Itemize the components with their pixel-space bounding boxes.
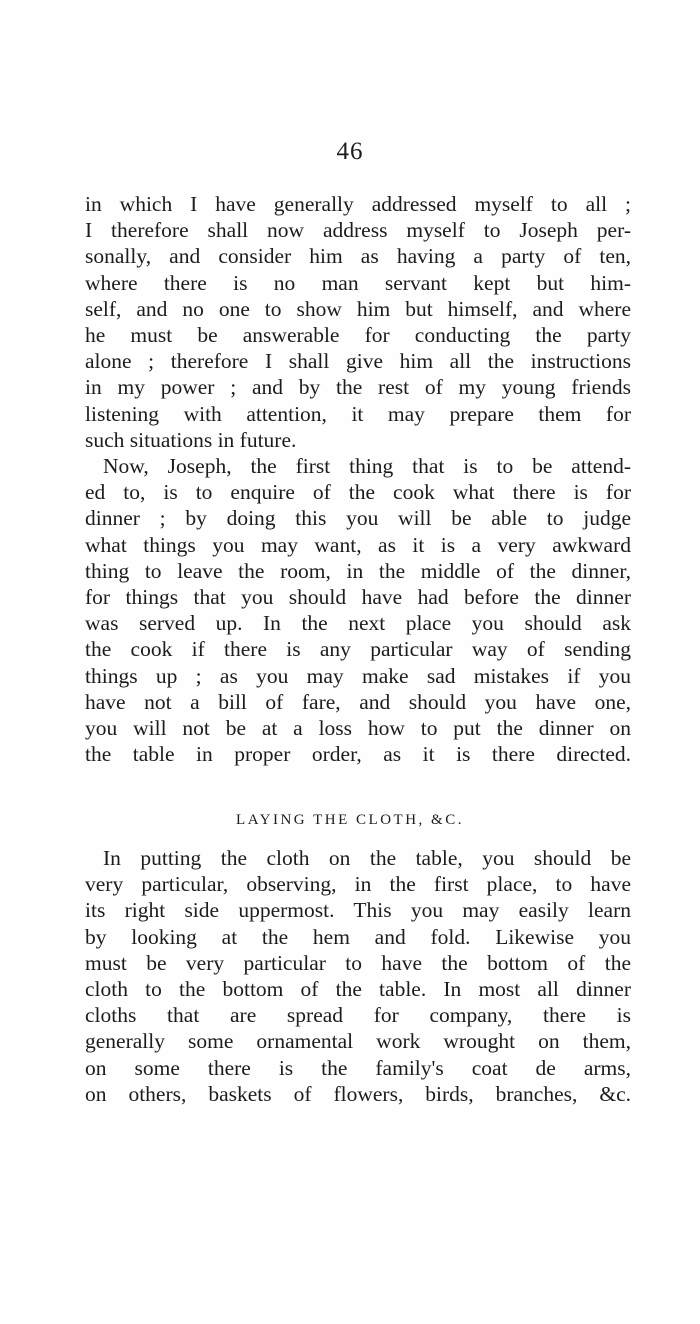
section-heading: LAYING THE CLOTH, &C.: [236, 812, 464, 828]
text-line: alone ; therefore I shall give him all the instructions: [85, 349, 631, 374]
text-line: dinner ; by doing this you will be able to judge: [85, 506, 631, 531]
text-line: on some there is the family's coat de arms,: [85, 1055, 631, 1080]
text-line: generally some ornamental work wrought on them,: [85, 1029, 631, 1054]
text-line: in which I have generally addressed myself to all ;: [85, 192, 631, 216]
paragraph-2: [85, 453, 631, 767]
text-line: self, and no one to show him but himself, and where: [85, 296, 631, 321]
text-line: you will not be at a loss how to put the dinner on: [85, 715, 631, 740]
text-line: have not a bill of fare, and should you have one,: [85, 689, 631, 714]
text-line: its right side uppermost. This you may easily learn: [85, 898, 631, 923]
text-line: by looking at the hem and fold. Likewise you: [85, 924, 631, 949]
text-line: where there is no man servant kept but him-: [85, 270, 631, 295]
text-line: must be very particular to have the bottom of the: [85, 950, 631, 975]
text-line: I therefore shall now address myself to Joseph per-: [85, 218, 631, 243]
text-line: ed to, is to enquire of the cook what there is for: [85, 480, 631, 505]
text-line: in my power ; and by the rest of my young friends: [85, 375, 631, 400]
paragraph-3: [85, 845, 631, 1107]
text-line: what things you may want, as it is a very awkward: [85, 532, 631, 557]
paragraph-1: [85, 191, 631, 453]
text-line: such situations in future.: [85, 427, 297, 452]
text-line: for things that you should have had before the dinner: [85, 584, 631, 609]
text-line: the cook if there is any particular way of sending: [85, 637, 631, 662]
text-line: In putting the cloth on the table, you should be: [103, 846, 631, 870]
text-line: the table in proper order, as it is there directed.: [85, 742, 631, 767]
page-number: 46: [336, 138, 364, 165]
text-line: very particular, observing, in the first place, to have: [85, 872, 631, 897]
text-line: thing to leave the room, in the middle of the dinner,: [85, 558, 631, 583]
text-line: Now, Joseph, the first thing that is to be attend-: [103, 454, 631, 478]
text-line: listening with attention, it may prepare them for: [85, 401, 631, 426]
text-line: sonally, and consider him as having a party of ten,: [85, 244, 631, 269]
text-line: cloths that are spread for company, there is: [85, 1003, 631, 1028]
text-line: cloth to the bottom of the table. In most all dinner: [85, 976, 631, 1001]
text-line: was served up. In the next place you should ask: [85, 611, 631, 636]
text-line: he must be answerable for conducting the party: [85, 322, 631, 347]
text-line: things up ; as you may make sad mistakes if you: [85, 663, 631, 688]
text-line: on others, baskets of flowers, birds, branches, &c.: [85, 1081, 631, 1106]
